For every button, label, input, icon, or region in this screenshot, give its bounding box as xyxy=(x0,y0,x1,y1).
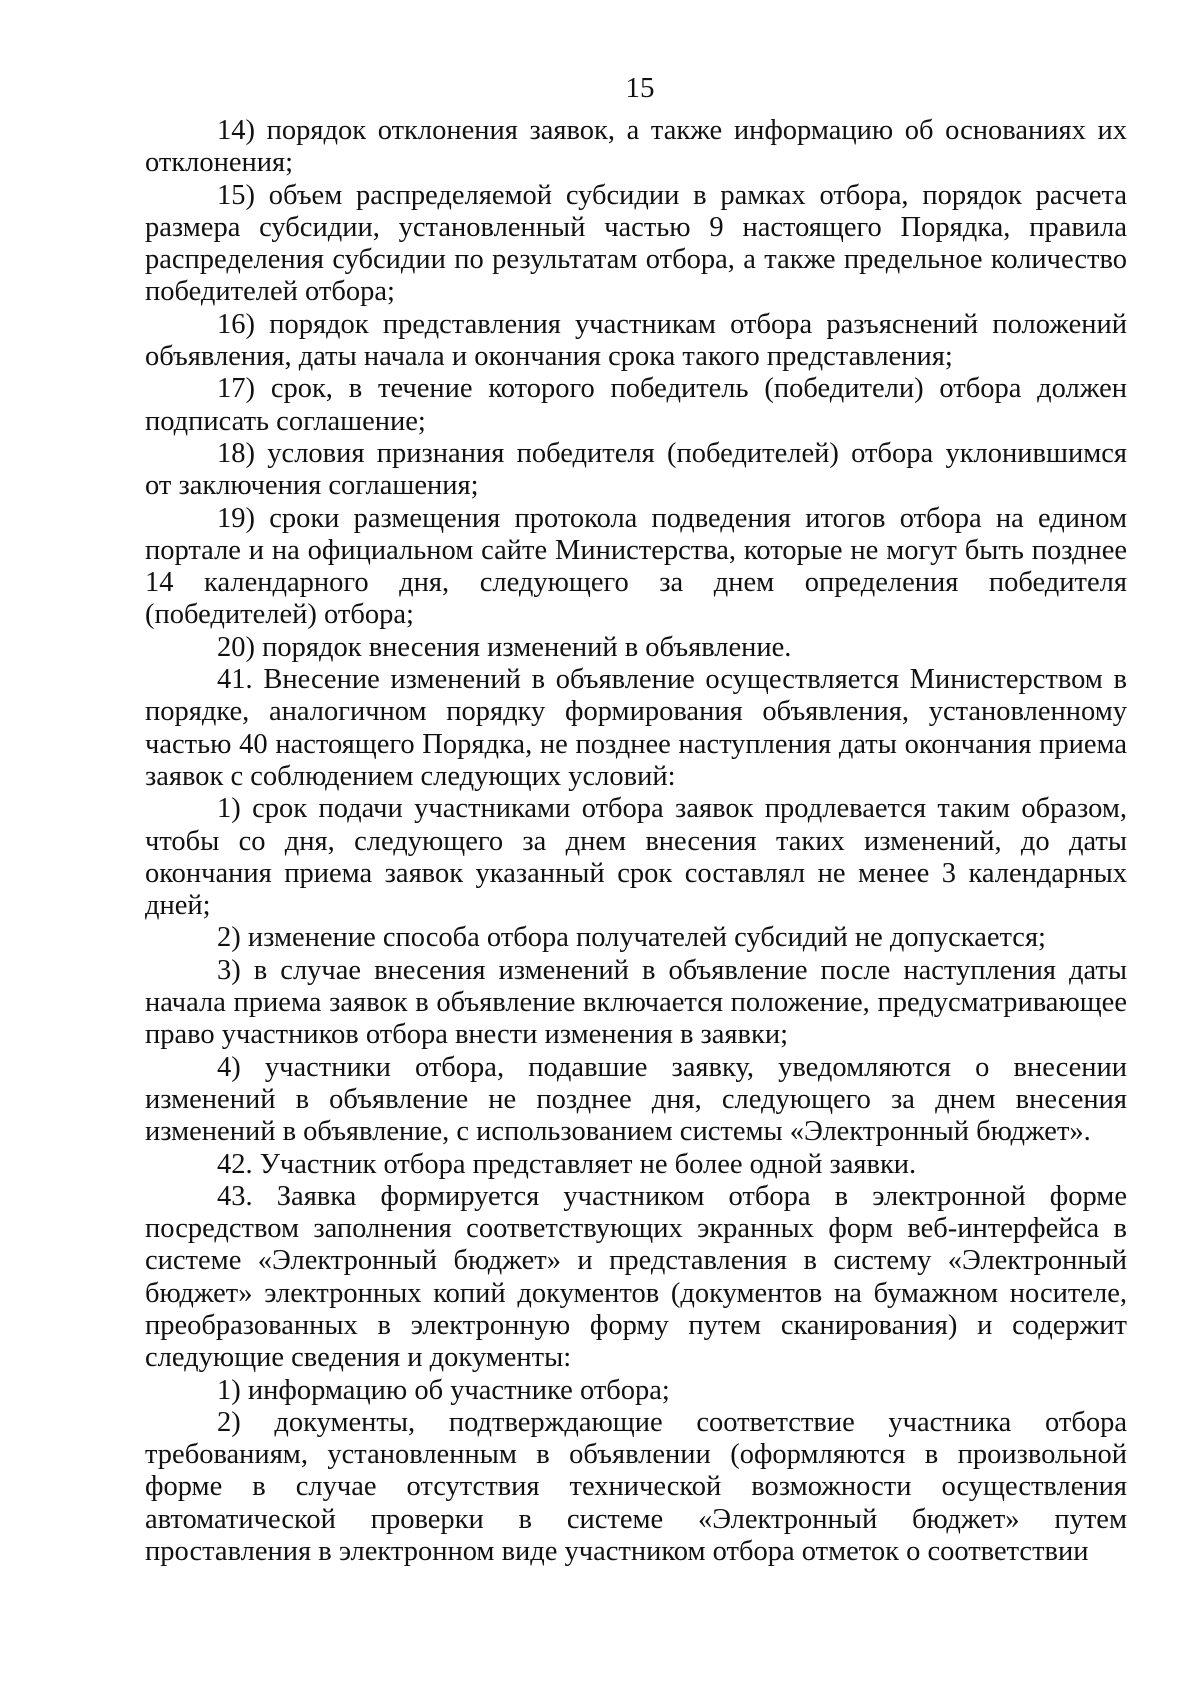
page-number: 15 xyxy=(625,72,655,104)
paragraph: 14) порядок отклонения заявок, а также информацию об основаниях их отклонения; xyxy=(145,115,1127,179)
paragraph: 1) срок подачи участниками отбора заявок продлевается таким образом, чтобы со дня, следующего за днем внесения таких изменений, до даты окончания приема заявок указанный срок составлял не менее 3 календарных дней; xyxy=(145,793,1127,922)
paragraph: 4) участники отбора, подавшие заявку, уведомляются о внесении изменений в объявление не позднее дня, следующего за днем внесения изменений в объявление, с использованием системы «Электронный бюджет». xyxy=(145,1051,1127,1148)
paragraph: 20) порядок внесения изменений в объявление. xyxy=(217,631,792,663)
paragraph: 2) изменение способа отбора получателей субсидий не допускается; xyxy=(217,922,1046,954)
paragraph: 16) порядок представления участникам отбора разъяснений положений объявления, даты начала и окончания срока такого представления; xyxy=(145,308,1127,373)
document-body xyxy=(145,115,1127,1568)
paragraph: 2) документы, подтверждающие соответствие участника отбора требованиям, установленным в объявлении (оформляются в произвольной форме в случае отсутствия технической возможности осуществления автоматической проверки в системе «Электронный бюджет» путем проставления в электронном виде участником отбора отметок о соответствии xyxy=(145,1406,1127,1568)
paragraph: 15) объем распределяемой субсидии в рамках отбора, порядок расчета размера субсидии, установленный частью 9 настоящего Порядка, правила распределения субсидии по результатам отбора, а также предельное количество победителей отбора; xyxy=(145,179,1127,308)
paragraph: 18) условия признания победителя (победителей) отбора уклонившимся от заключения соглашения; xyxy=(145,437,1127,502)
paragraph: 43. Заявка формируется участником отбора в электронной форме посредством заполнения соответствующих экранных форм веб-интерфейса в системе «Электронный бюджет» и представления в систему «Электронный бюджет» электронных копий документов (документов на бумажном носителе, преобразованных в электронную форму путем сканирования) и содержит следующие сведения и документы: xyxy=(145,1180,1127,1374)
paragraph: 17) срок, в течение которого победитель (победители) отбора должен подписать соглашение; xyxy=(145,373,1127,437)
paragraph: 41. Внесение изменений в объявление осуществляется Министерством в порядке, аналогичном порядку формирования объявления, установленному частью 40 настоящего Порядка, не позднее наступления даты окончания приема заявок с соблюдением следующих условий: xyxy=(145,664,1127,792)
paragraph: 19) сроки размещения протокола подведения итогов отбора на едином портале и на официальном сайте Министерства, которые не могут быть позднее 14 календарного дня, следующего за днем определения победителя (победителей) отбора; xyxy=(145,502,1127,631)
paragraph: 1) информацию об участнике отбора; xyxy=(217,1374,670,1406)
paragraph: 42. Участник отбора представляет не более одной заявки. xyxy=(217,1148,917,1180)
paragraph: 3) в случае внесения изменений в объявление после наступления даты начала приема заявок в объявление включается положение, предусматривающее право участников отбора внести изменения в заявки; xyxy=(145,954,1127,1051)
